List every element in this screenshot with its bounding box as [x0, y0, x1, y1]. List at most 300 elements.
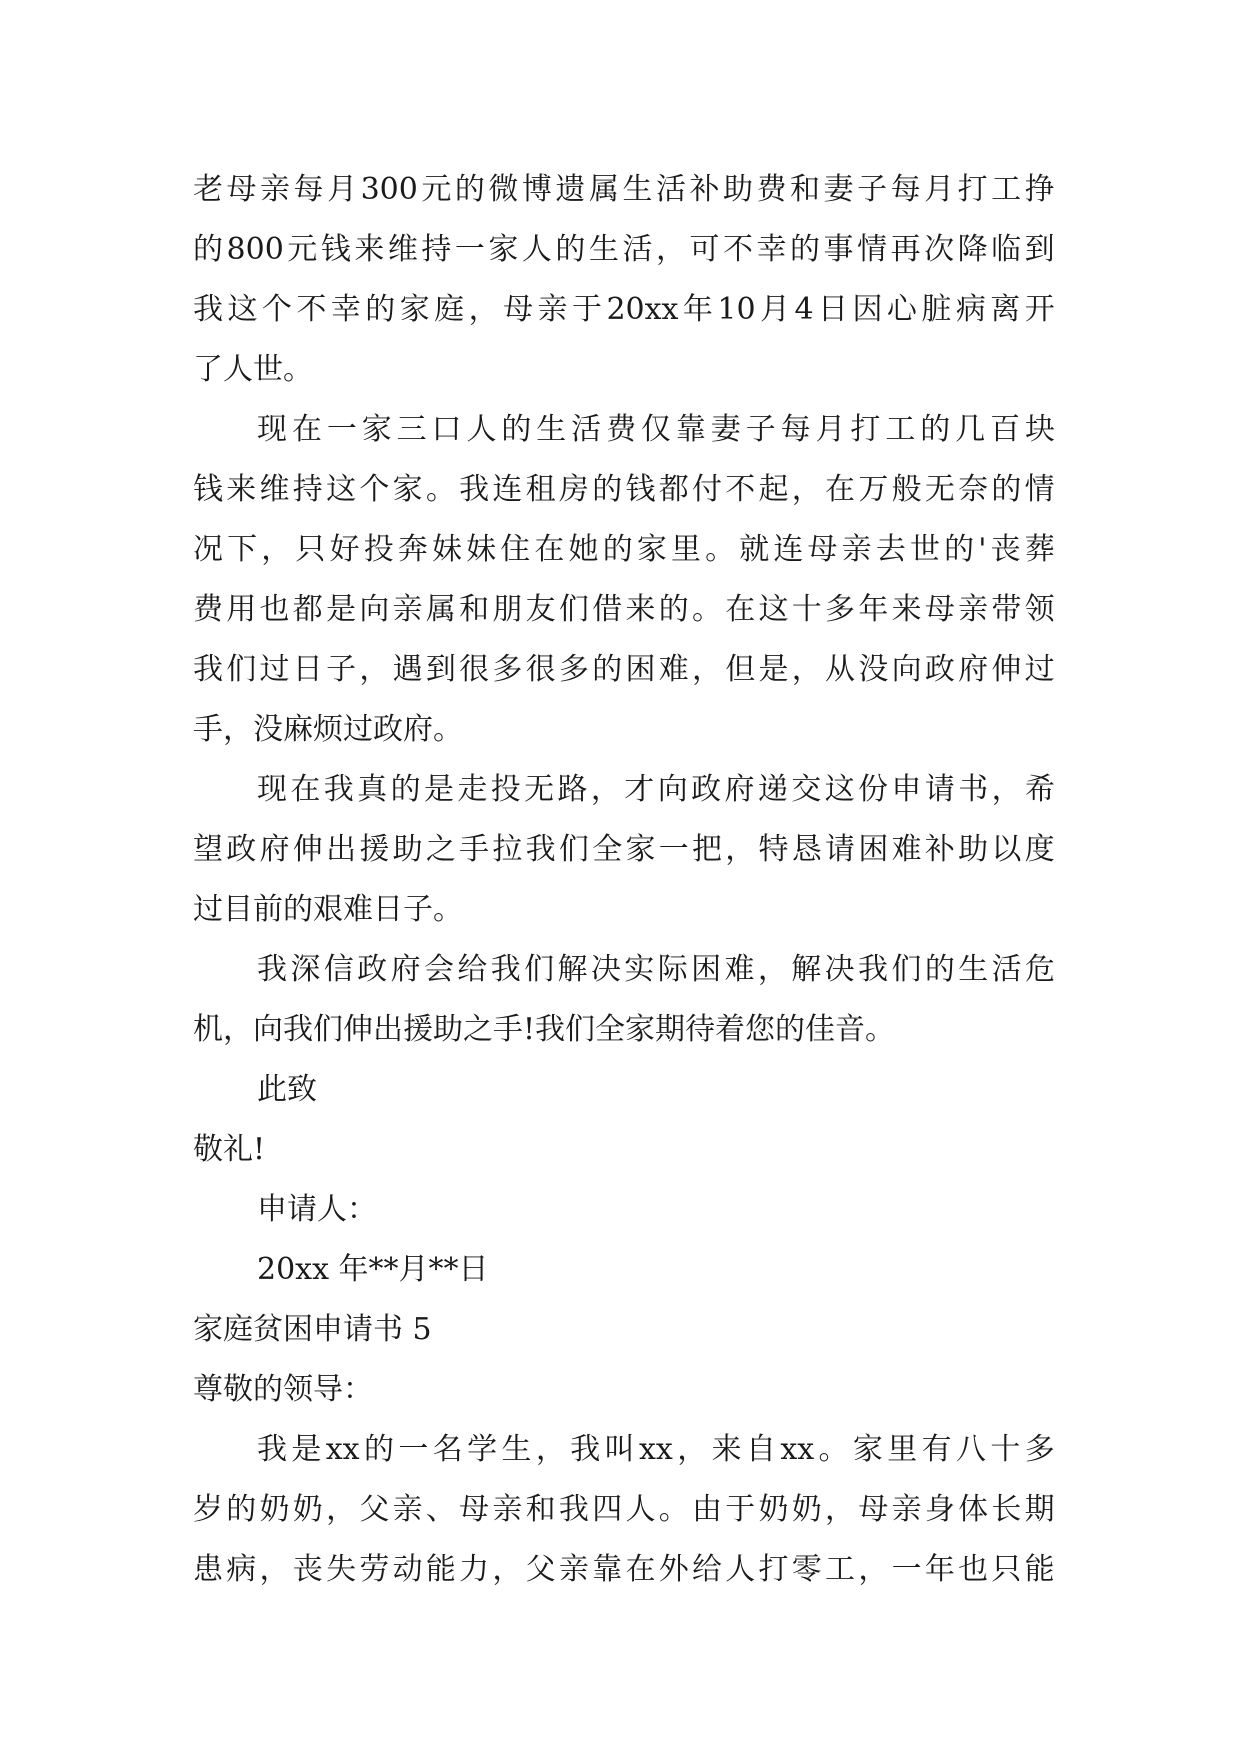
glyph: 人 [466, 412, 497, 447]
glyph: 奶 [259, 1492, 290, 1527]
glyph: 家 [636, 532, 667, 567]
glyph: 们 [524, 952, 555, 987]
glyph: 年 [682, 292, 713, 327]
glyph: 、 [425, 1492, 456, 1527]
text-line [193, 520, 1055, 580]
glyph: 幸 [756, 232, 787, 267]
glyph: 博 [521, 172, 552, 207]
glyph: 们 [891, 952, 922, 987]
glyph: 是 [326, 592, 357, 627]
text-line [193, 580, 1055, 640]
glyph: 。 [691, 592, 722, 627]
glyph: 多 [558, 652, 589, 687]
glyph: 亲 [392, 1492, 423, 1527]
glyph: 离 [990, 292, 1021, 327]
glyph: 次 [924, 232, 955, 267]
glyph: 的 [924, 952, 955, 987]
glyph: 去 [875, 532, 906, 567]
glyph: 际 [657, 952, 688, 987]
glyph: 月 [327, 172, 358, 207]
glyph: 府 [958, 652, 989, 687]
glyph: 投 [490, 772, 521, 807]
glyph: 病 [226, 1552, 257, 1587]
glyph: 的 [501, 412, 532, 447]
glyph: 名 [432, 1432, 463, 1467]
glyph: 身 [924, 1492, 955, 1527]
glyph: 亲 [492, 1492, 523, 1527]
glyph: 是 [758, 652, 789, 687]
glyph: 挣 [1024, 172, 1055, 207]
glyph: 她 [568, 532, 599, 567]
glyph: 老 [193, 172, 223, 207]
glyph: 危 [1024, 952, 1055, 987]
glyph: 就 [739, 532, 770, 567]
glyph: 信 [323, 952, 354, 987]
glyph: 工 [885, 412, 916, 447]
glyph: 父 [359, 1492, 390, 1527]
glyph: 父 [525, 1552, 556, 1587]
text-line: 过目前的艰难日子。 [193, 892, 463, 927]
glyph: 降 [957, 232, 988, 267]
glyph: 遗 [555, 172, 586, 207]
glyph: 属 [425, 592, 456, 627]
glyph: 没 [858, 652, 889, 687]
glyph: 的 [555, 232, 586, 267]
glyph: 们 [558, 592, 589, 627]
glyph: 付 [691, 472, 722, 507]
glyph: 援 [359, 832, 390, 867]
glyph: 才 [624, 772, 655, 807]
glyph: 费 [606, 412, 637, 447]
glyph: ， [825, 1492, 856, 1527]
glyph: 府 [390, 952, 421, 987]
glyph: ， [691, 652, 722, 687]
glyph: 钱 [625, 472, 656, 507]
glyph: 维 [259, 472, 290, 507]
glyph: 体 [958, 1492, 989, 1527]
glyph: 这 [758, 592, 789, 627]
glyph: 持 [292, 472, 323, 507]
glyph: 般 [891, 472, 922, 507]
glyph: xx [325, 1432, 360, 1467]
glyph: 在 [534, 532, 565, 567]
glyph: 活 [655, 172, 686, 207]
glyph: 我 [193, 292, 223, 327]
glyph: 一 [398, 1432, 429, 1467]
glyph: 出 [326, 832, 357, 867]
glyph: 。 [658, 1492, 689, 1527]
glyph: 母 [226, 172, 257, 207]
glyph: 我 [570, 1432, 601, 1467]
glyph: 们 [226, 652, 257, 687]
glyph: 们 [558, 832, 589, 867]
glyph: 万 [858, 472, 889, 507]
glyph: 决 [824, 952, 855, 987]
glyph: 奔 [397, 532, 428, 567]
glyph: 的 [226, 1492, 257, 1527]
glyph: 来 [625, 592, 656, 627]
glyph: 力 [459, 1552, 490, 1587]
glyph: 的 [365, 292, 396, 327]
glyph: 伸 [991, 652, 1022, 687]
glyph: 患 [193, 1552, 223, 1587]
glyph: 妻 [710, 412, 741, 447]
glyph: 亲 [958, 592, 989, 627]
glyph: 补 [689, 172, 720, 207]
glyph: 子 [326, 652, 357, 687]
glyph: 800 [226, 232, 284, 267]
glyph: 份 [858, 772, 889, 807]
glyph: 情 [1024, 472, 1055, 507]
glyph: 借 [592, 592, 623, 627]
glyph: 百 [990, 412, 1021, 447]
glyph: 零 [791, 1552, 822, 1587]
glyph: 友 [525, 592, 556, 627]
glyph: 我 [558, 1492, 589, 1527]
glyph: 钱 [193, 472, 223, 507]
glyph: 每 [293, 172, 324, 207]
glyph: ， [359, 652, 390, 687]
glyph: 维 [387, 232, 418, 267]
glyph: 请 [924, 772, 955, 807]
glyph: 我 [323, 772, 354, 807]
glyph: 的 [390, 772, 421, 807]
glyph: 活 [991, 952, 1022, 987]
glyph: 长 [991, 1492, 1022, 1527]
glyph: 来 [354, 232, 385, 267]
glyph: 家 [361, 412, 392, 447]
glyph: 亲 [392, 592, 423, 627]
text-line: 申请人： [257, 1192, 377, 1227]
glyph: 打 [758, 1552, 789, 1587]
glyph: ， [261, 532, 292, 567]
glyph: 望 [193, 832, 223, 867]
glyph: 失 [326, 1552, 357, 1587]
glyph: 奶 [292, 1492, 323, 1527]
glyph: 有 [921, 1432, 952, 1467]
glyph: 连 [492, 472, 523, 507]
glyph: 幸 [330, 292, 361, 327]
glyph: 拉 [492, 832, 523, 867]
glyph: 300 [360, 172, 418, 207]
glyph: 是 [423, 772, 454, 807]
glyph: ， [677, 1432, 708, 1467]
glyph: 特 [758, 832, 789, 867]
glyph: 动 [392, 1552, 423, 1587]
glyph: 活 [571, 412, 602, 447]
glyph: 三 [396, 412, 427, 447]
glyph: 路 [557, 772, 588, 807]
text-line [193, 640, 1055, 700]
glyph: 家 [392, 472, 423, 507]
glyph: 和 [525, 1492, 556, 1527]
glyph: 难 [891, 832, 922, 867]
glyph: 的 [193, 232, 223, 267]
glyph: 的 [920, 412, 951, 447]
glyph: ， [259, 1552, 290, 1587]
glyph: 庭 [434, 292, 465, 327]
glyph: 来 [891, 592, 922, 627]
glyph: 恳 [791, 832, 822, 867]
glyph: 母 [924, 592, 955, 627]
glyph: 连 [773, 532, 804, 567]
glyph: 到 [1024, 232, 1055, 267]
glyph: 无 [524, 772, 555, 807]
glyph: 妹 [466, 532, 497, 567]
glyph: 不 [725, 472, 756, 507]
glyph: 朋 [492, 592, 523, 627]
glyph: 生 [588, 232, 619, 267]
glyph: 生 [622, 172, 653, 207]
glyph: 打 [850, 412, 881, 447]
glyph: 一 [454, 232, 485, 267]
glyph: 难 [658, 652, 689, 687]
glyph: 不 [296, 292, 327, 327]
glyph: 八 [956, 1432, 987, 1467]
glyph: 的 [790, 232, 821, 267]
glyph: 工 [825, 1552, 856, 1587]
glyph: 走 [457, 772, 488, 807]
glyph: 政 [691, 772, 722, 807]
glyph: 每 [780, 412, 811, 447]
glyph: 到 [425, 652, 456, 687]
glyph: 只 [295, 532, 326, 567]
glyph: 能 [1024, 1552, 1055, 1587]
glyph: 真 [357, 772, 388, 807]
glyph: 。 [425, 472, 456, 507]
glyph: 十 [791, 592, 822, 627]
glyph: 来 [226, 472, 257, 507]
glyph: 情 [857, 232, 888, 267]
glyph: 里 [887, 1432, 918, 1467]
glyph: 外 [658, 1552, 689, 1587]
glyph: 微 [488, 172, 519, 207]
glyph: 元 [421, 172, 452, 207]
glyph: ， [326, 1492, 357, 1527]
glyph: 深 [290, 952, 321, 987]
glyph: 很 [459, 652, 490, 687]
glyph: 生 [501, 1432, 532, 1467]
glyph: xx [638, 1432, 673, 1467]
glyph: 在 [825, 472, 856, 507]
glyph: 的 [944, 532, 975, 567]
glyph: 靠 [675, 412, 706, 447]
glyph: 4 [794, 292, 814, 327]
glyph: 10 [717, 292, 756, 327]
glyph: ， [757, 952, 788, 987]
glyph: 在 [725, 592, 756, 627]
glyph: 希 [1024, 772, 1055, 807]
text-line [193, 1420, 1055, 1480]
glyph: 劳 [359, 1552, 390, 1587]
glyph: 20xx [606, 292, 679, 327]
glyph: 日 [818, 292, 848, 327]
glyph: 子 [857, 172, 888, 207]
glyph: 我 [490, 952, 521, 987]
glyph: 费 [193, 592, 223, 627]
glyph: 家 [852, 1432, 883, 1467]
glyph: 的 [602, 532, 633, 567]
text-line: 敬礼! [193, 1132, 266, 1167]
text-line: 20xx 年**月**日 [257, 1252, 489, 1287]
glyph: 过 [259, 652, 290, 687]
glyph: 困 [625, 652, 656, 687]
glyph: 下 [227, 532, 258, 567]
glyph: 交 [791, 772, 822, 807]
text-line [193, 820, 1055, 880]
glyph: 每 [890, 172, 921, 207]
text-line: 了人世。 [193, 352, 313, 387]
glyph: ， [655, 232, 686, 267]
glyph: 用 [226, 592, 257, 627]
text-line: 此致 [257, 1072, 317, 1107]
glyph: 给 [691, 1552, 722, 1587]
text-line [193, 160, 1055, 220]
glyph: 解 [557, 952, 588, 987]
glyph: 解 [791, 952, 822, 987]
glyph: 一 [658, 832, 689, 867]
glyph: 的 [991, 472, 1022, 507]
glyph: 日 [292, 652, 323, 687]
glyph: 妻 [823, 172, 854, 207]
glyph: 我 [257, 952, 287, 987]
glyph: 在 [291, 412, 322, 447]
glyph: 个 [261, 292, 292, 327]
glyph: 年 [924, 1552, 955, 1587]
glyph: 月 [815, 412, 846, 447]
glyph: 自 [745, 1432, 776, 1467]
text-line [193, 1480, 1055, 1540]
glyph: 月 [760, 292, 790, 327]
glyph: 和 [459, 592, 490, 627]
glyph: 手 [459, 832, 490, 867]
glyph: 不 [723, 232, 753, 267]
glyph: 况 [193, 532, 223, 567]
glyph: 向 [359, 592, 390, 627]
glyph: 学 [467, 1432, 498, 1467]
glyph: 助 [723, 172, 753, 207]
glyph: 靠 [592, 1552, 623, 1587]
glyph: 属 [588, 172, 619, 207]
glyph: 也 [958, 1552, 989, 1587]
glyph: 多 [492, 652, 523, 687]
glyph: 月 [924, 172, 955, 207]
glyph: 块 [1024, 412, 1055, 447]
glyph: 于 [571, 292, 602, 327]
glyph: 母 [807, 532, 838, 567]
glyph: 亲 [558, 1552, 589, 1587]
glyph: 决 [590, 952, 621, 987]
glyph: 只 [991, 1552, 1022, 1587]
glyph: ， [725, 832, 756, 867]
glyph: ， [492, 1552, 523, 1587]
glyph: 这 [824, 772, 855, 807]
glyph: 四 [592, 1492, 623, 1527]
glyph: 领 [1024, 592, 1055, 627]
glyph: 房 [558, 472, 589, 507]
glyph: 一 [891, 1552, 922, 1587]
glyph: 奶 [791, 1492, 822, 1527]
glyph: 于 [725, 1492, 756, 1527]
glyph: 生 [958, 952, 989, 987]
glyph: 都 [292, 592, 323, 627]
glyph: 这 [326, 472, 357, 507]
glyph: 府 [724, 772, 755, 807]
glyph: 投 [363, 532, 394, 567]
glyph: 的 [592, 472, 623, 507]
glyph: 书 [958, 772, 989, 807]
glyph: 心 [886, 292, 917, 327]
glyph: 多 [1024, 1432, 1055, 1467]
glyph: 现 [257, 772, 287, 807]
glyph: 补 [924, 832, 955, 867]
glyph: 住 [500, 532, 531, 567]
glyph: 在 [290, 772, 321, 807]
glyph: ， [991, 772, 1022, 807]
glyph: 政 [226, 832, 257, 867]
text-line [193, 400, 1055, 460]
text-line: 机，向我们伸出援助之手!我们全家期待着您的佳音。 [193, 1012, 896, 1047]
glyph: 我 [525, 832, 556, 867]
glyph: 之 [425, 832, 456, 867]
glyph: 期 [1024, 1492, 1055, 1527]
glyph: 再 [890, 232, 921, 267]
glyph: 的 [363, 1432, 394, 1467]
glyph: ， [791, 472, 822, 507]
glyph: 也 [259, 592, 290, 627]
glyph: 请 [825, 832, 856, 867]
glyph: 全 [592, 832, 623, 867]
glyph: xx [780, 1432, 815, 1467]
glyph: 无 [924, 472, 955, 507]
glyph: 亲 [841, 532, 872, 567]
glyph: 世 [909, 532, 940, 567]
glyph: 人 [625, 1492, 656, 1527]
glyph: 我 [257, 1432, 287, 1467]
glyph: 府 [259, 832, 290, 867]
glyph: 个 [359, 472, 390, 507]
glyph: 几 [955, 412, 986, 447]
glyph: 申 [891, 772, 922, 807]
text-line [193, 280, 1055, 340]
glyph: 妹 [431, 532, 462, 567]
glyph: 母 [503, 292, 534, 327]
glyph: 母 [858, 1492, 889, 1527]
glyph: 政 [924, 652, 955, 687]
glyph: 的 [592, 652, 623, 687]
glyph: 伸 [292, 832, 323, 867]
glyph: 一 [326, 412, 357, 447]
glyph: ， [858, 1552, 889, 1587]
text-line: 家庭贫困申请书 5 [193, 1312, 432, 1347]
glyph: 活 [622, 232, 653, 267]
glyph: 但 [725, 652, 756, 687]
glyph: 多 [825, 592, 856, 627]
text-line [193, 1540, 1055, 1600]
glyph: 打 [957, 172, 988, 207]
glyph: 亲 [537, 292, 568, 327]
glyph: 助 [392, 832, 423, 867]
text-line: 尊敬的领导： [193, 1372, 373, 1407]
glyph: 是 [291, 1432, 322, 1467]
glyph: 元 [287, 232, 318, 267]
glyph: 。 [705, 532, 736, 567]
glyph: 病 [955, 292, 986, 327]
glyph: 过 [1024, 652, 1055, 687]
glyph: 实 [624, 952, 655, 987]
text-line [193, 760, 1055, 820]
glyph: 生 [536, 412, 567, 447]
